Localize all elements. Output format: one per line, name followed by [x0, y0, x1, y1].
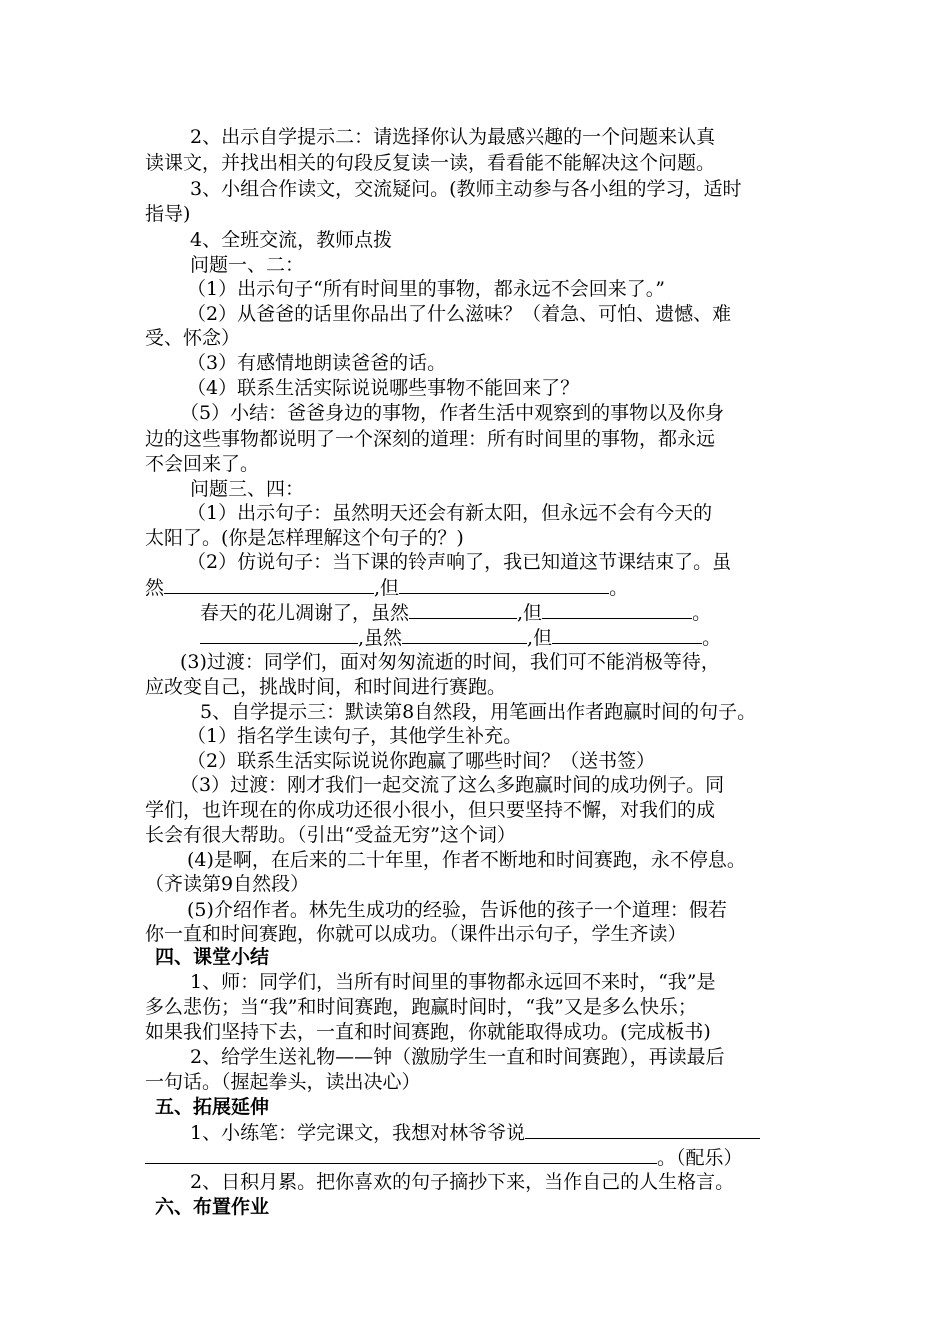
answer-blank[interactable]: [552, 625, 702, 644]
text-line: 受、怀念）: [145, 327, 241, 349]
text-line: (5)介绍作者。林先生成功的经验，告诉他的孩子一个道理：假若: [187, 899, 727, 921]
text-line: 边的这些事物都说明了一个深刻的道理：所有时间里的事物，都永远: [145, 428, 716, 450]
practice-prompt: 1、小练笔：学完课文，我想对林爷爷说: [190, 1122, 526, 1144]
answer-blank[interactable]: [145, 1145, 657, 1164]
text-line: （4）联系生活实际说说哪些事物不能回来了？: [187, 377, 580, 399]
text-line: 2、出示自学提示二：请选择你认为最感兴趣的一个问题来认真: [190, 126, 716, 148]
fill-text: ,但: [374, 577, 400, 599]
text-line: 不会回来了。: [145, 453, 260, 475]
section-heading-6: 六、布置作业: [155, 1196, 270, 1218]
text-line: 学们，也许现在的你成功还很小很小，但只要坚持不懈，对我们的成: [145, 799, 716, 821]
text-line: （1）出示句子“所有时间里的事物，都永远不会回来了。”: [187, 278, 666, 300]
fill-text: 。: [609, 577, 629, 599]
text-line: 你一直和时间赛跑，你就可以成功。（课件出示句子，学生齐读）: [145, 923, 687, 945]
text-line: 应改变自己，挑战时间，和时间进行赛跑。: [145, 676, 507, 698]
text-line: （2）仿说句子：当下课的铃声响了，我已知道这节课结束了。虽: [187, 551, 732, 573]
text-line: 多么悲伤；当“我”和时间赛跑，跑赢时间时，“我”又是多么快乐；: [145, 996, 697, 1018]
answer-blank[interactable]: [399, 575, 609, 594]
text-line: （3）过渡：刚才我们一起交流了这么多跑赢时间的成功例子。同: [180, 774, 725, 796]
text-line: （1）指名学生读句子，其他学生补充。: [187, 725, 523, 747]
text-line: 太阳了。(你是怎样理解这个句子的？): [145, 527, 464, 549]
answer-blank[interactable]: [200, 625, 358, 644]
answer-blank[interactable]: [402, 625, 527, 644]
text-line: （1）出示句子：虽然明天还会有新太阳，但永远不会有今天的: [187, 502, 713, 524]
fill-text: 。: [702, 627, 722, 649]
text-line: (3)过渡：同学们，面对匆匆流逝的时间，我们可不能消极等待，: [180, 651, 720, 673]
text-line: 2、给学生送礼物——钟（激励学生一直和时间赛跑），再读最后: [190, 1046, 725, 1068]
text-line: 问题一、二：: [190, 254, 305, 276]
answer-blank[interactable]: [542, 600, 692, 619]
answer-blank[interactable]: [525, 1120, 760, 1139]
fill-text: 春天的花儿凋谢了，虽然: [200, 602, 410, 624]
text-line: （3）有感情地朗读爸爸的话。: [187, 352, 447, 374]
fill-text: 。: [692, 602, 712, 624]
text-line: （5）小结：爸爸身边的事物，作者生活中观察到的事物以及你身: [180, 402, 725, 424]
text-line: 一句话。（握起拳头，读出决心）: [145, 1071, 421, 1093]
text-line: 如果我们坚持下去，一直和时间赛跑，你就能取得成功。(完成板书): [145, 1021, 711, 1043]
fill-text: ,虽然: [358, 627, 403, 649]
text-line: 2、日积月累。把你喜欢的句子摘抄下来，当作自己的人生格言。: [190, 1171, 735, 1193]
fill-blank-line-1: [145, 575, 628, 599]
text-line: 1、师：同学们，当所有时间里的事物都永远回不来时，“我”是: [190, 971, 716, 993]
fill-blank-line-2: [200, 600, 711, 624]
text-line: 5、自学提示三：默读第8自然段，用笔画出作者跑赢时间的句子。: [200, 701, 757, 723]
answer-blank[interactable]: [164, 575, 374, 594]
practice-suffix: 。（配乐）: [657, 1147, 743, 1169]
text-line: 长会有很大帮助。（引出“受益无穷”这个词）: [145, 824, 516, 846]
text-line: 3、小组合作读文，交流疑问。(教师主动参与各小组的学习，适时: [190, 178, 742, 200]
text-line: （齐读第9自然段）: [145, 873, 310, 895]
text-line: (4)是啊，在后来的二十年里，作者不断地和时间赛跑，永不停息。: [187, 849, 746, 871]
practice-line: [190, 1120, 760, 1144]
fill-blank-line-3: [200, 625, 721, 649]
text-line: （2）联系生活实际说说你跑赢了哪些时间？（送书签）: [187, 750, 656, 772]
text-line: （2）从爸爸的话里你品出了什么滋味？（着急、可怕、遗憾、难: [187, 303, 732, 325]
fill-text: ,但: [517, 602, 543, 624]
text-line: 指导): [145, 203, 191, 225]
text-line: 4、全班交流，教师点拨: [190, 229, 393, 251]
text-line: 问题三、四：: [190, 478, 305, 500]
fill-text: 然: [145, 577, 165, 599]
section-heading-4: 四、课堂小结: [155, 946, 270, 968]
text-line: 读课文，并找出相关的句段反复读一读，看看能不能解决这个问题。: [145, 152, 716, 174]
practice-line-2: [145, 1145, 743, 1169]
section-heading-5: 五、拓展延伸: [155, 1096, 270, 1118]
fill-text: ,但: [527, 627, 553, 649]
answer-blank[interactable]: [409, 600, 517, 619]
